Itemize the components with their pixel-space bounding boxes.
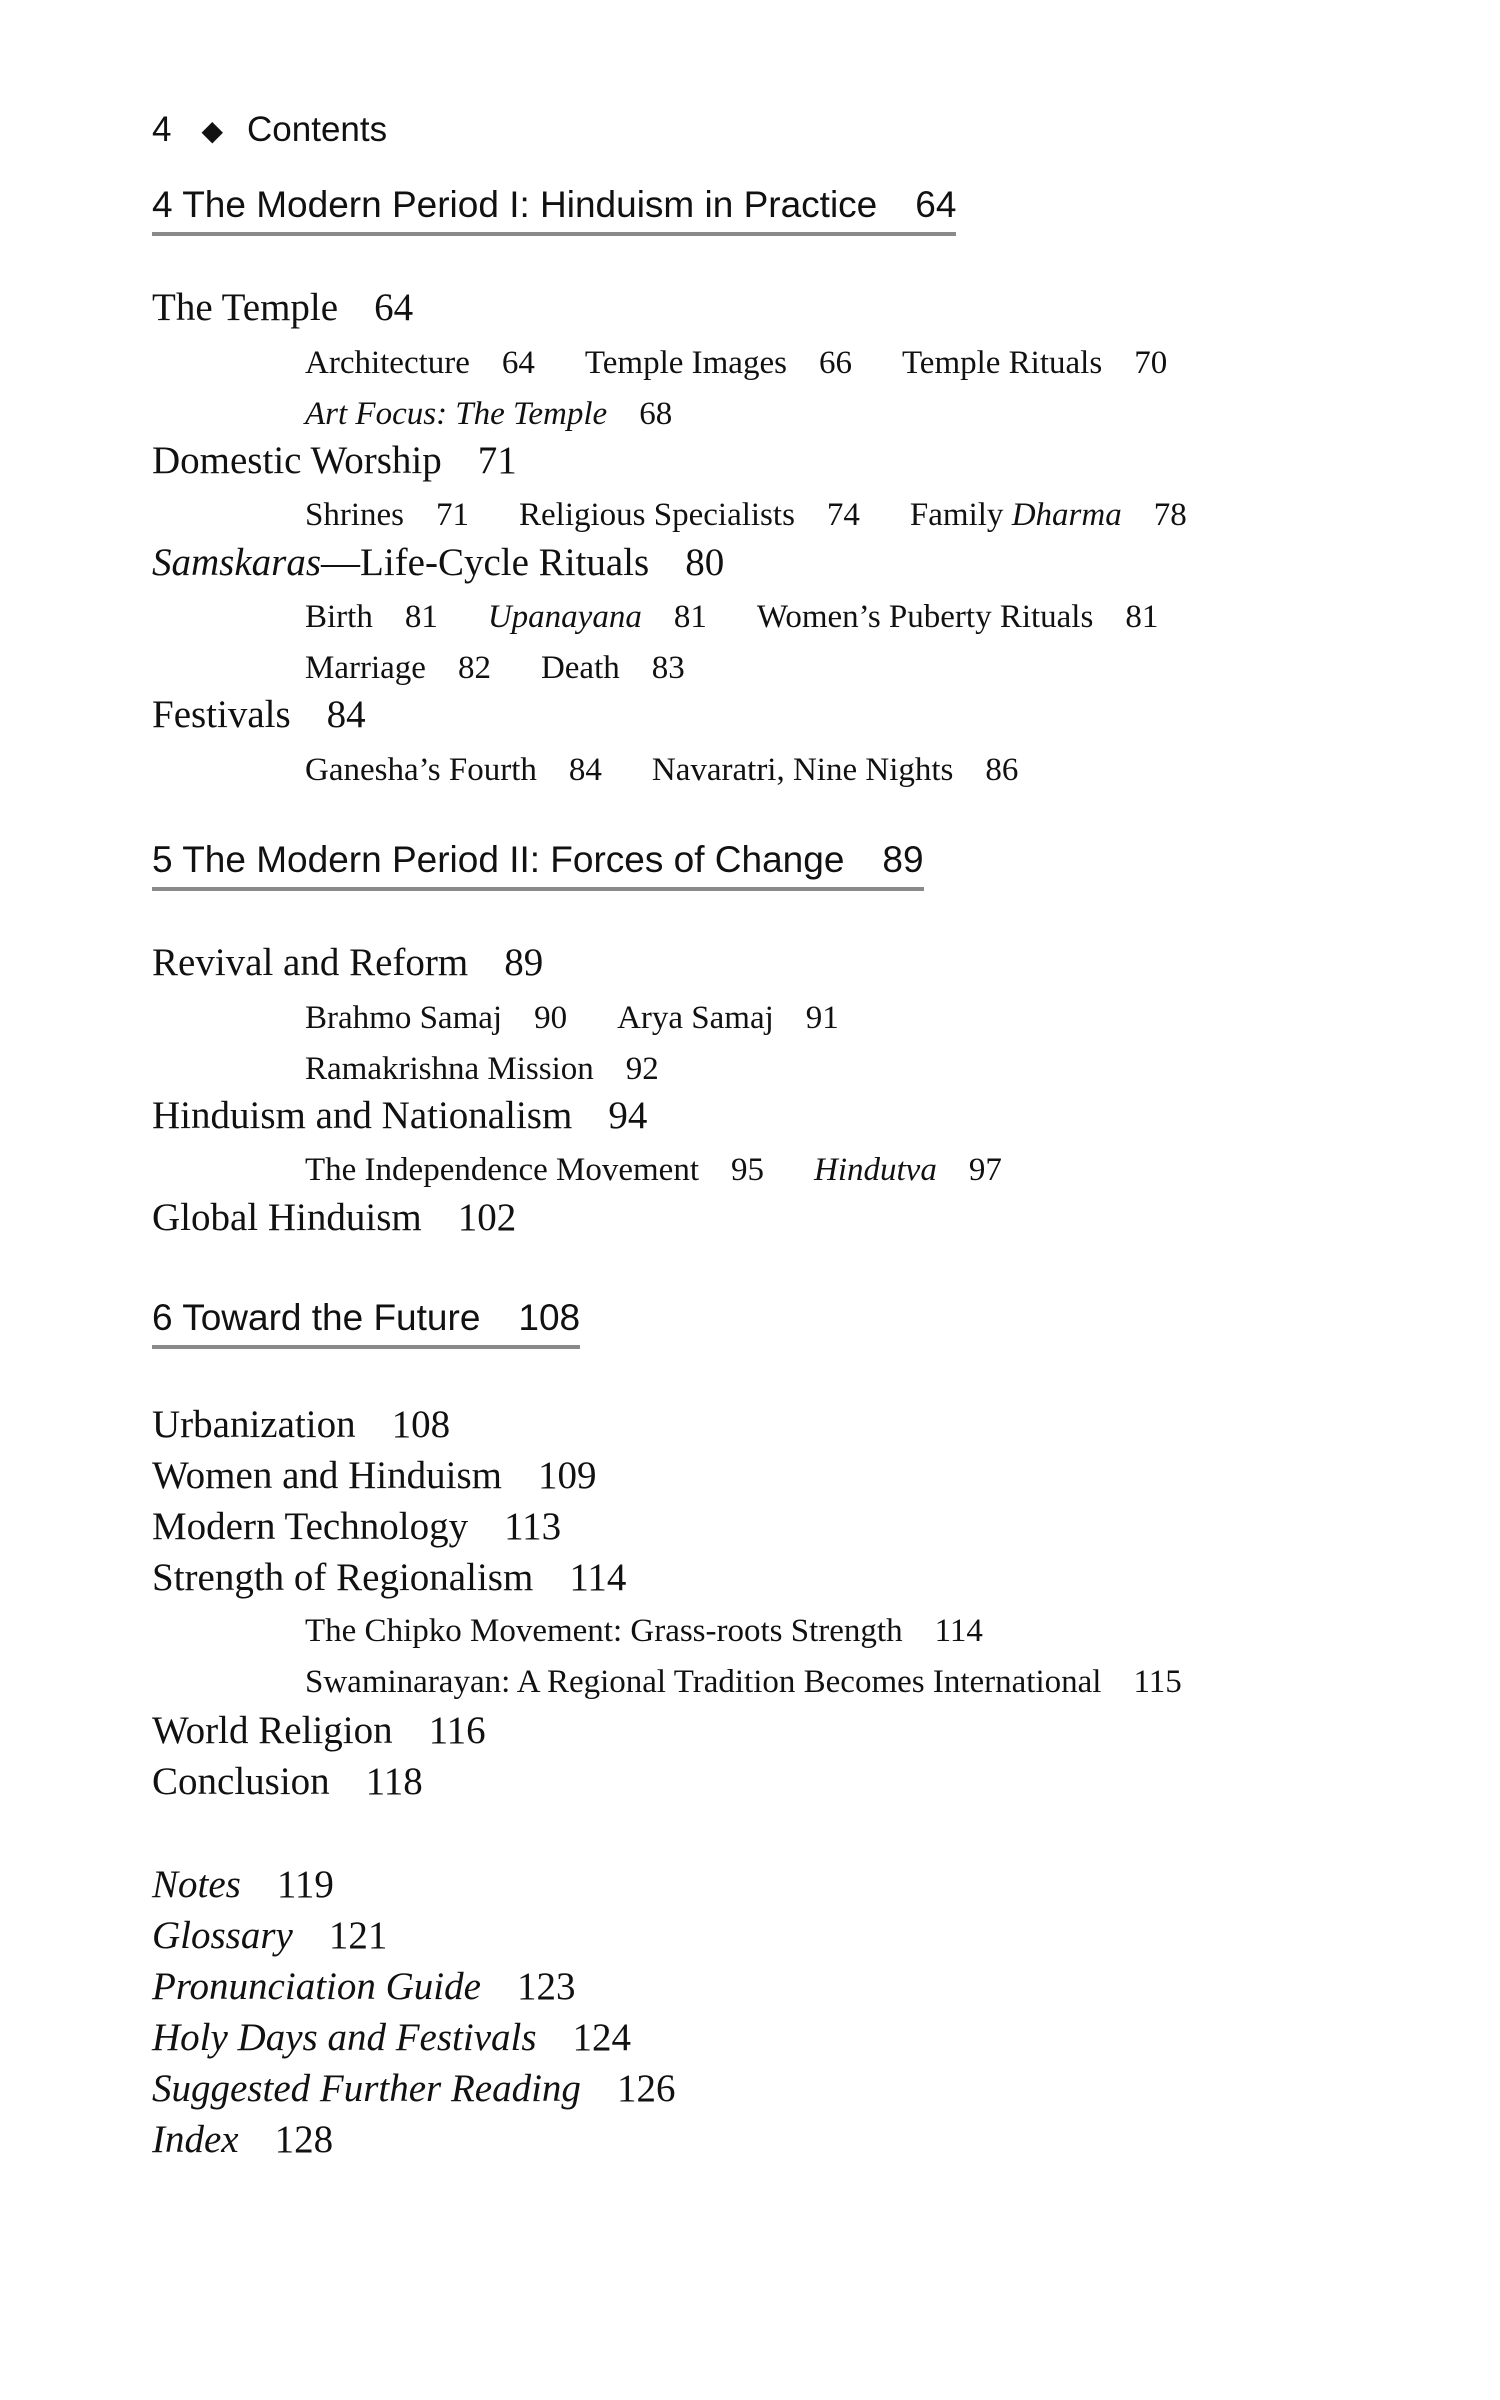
back-matter-entry[interactable]: Pronunciation Guide 123 — [152, 1965, 576, 2008]
toc-section[interactable]: Festivals 84 — [152, 693, 366, 736]
toc-subsection-row — [305, 1044, 659, 1094]
toc-subsection-row — [305, 1145, 1002, 1195]
toc-subsection[interactable]: The Chipko Movement: Grass-roots Strength 114 — [305, 1613, 983, 1649]
toc-subsection[interactable]: Birth 81 — [305, 599, 438, 635]
toc-subsection[interactable]: Family Dharma 78 — [909, 497, 1187, 533]
toc-subsection[interactable]: Art Focus: The Temple 68 — [305, 396, 673, 432]
toc-subsection[interactable]: Ramakrishna Mission 92 — [305, 1051, 659, 1087]
toc-section[interactable]: Revival and Reform 89 — [152, 941, 544, 984]
toc-subsection-row — [305, 1657, 1182, 1707]
chapter-page: 108 — [518, 1297, 581, 1338]
toc-subsection-row — [305, 389, 672, 439]
toc-subsection[interactable]: Shrines 71 — [305, 497, 469, 533]
chapter-title: 5 The Modern Period II: Forces of Change — [152, 839, 845, 880]
toc-section[interactable]: Samskaras—Life-Cycle Rituals 80 — [152, 541, 725, 584]
toc-subsection-row — [305, 592, 1158, 642]
toc-subsection[interactable]: Marriage 82 — [305, 650, 491, 686]
toc-subsection-row — [305, 643, 685, 693]
running-head — [152, 108, 387, 153]
toc-subsection[interactable]: Death 83 — [540, 650, 685, 686]
toc-subsection[interactable]: Upanayana 81 — [487, 599, 707, 635]
chapter-page: 89 — [882, 839, 924, 880]
toc-subsection[interactable]: Swaminarayan: A Regional Tradition Becomes International 115 — [305, 1664, 1182, 1700]
chapter-heading-5[interactable] — [152, 835, 924, 891]
page-number: 4 — [152, 110, 172, 149]
toc-subsection-row — [305, 490, 1187, 540]
toc-subsection-row — [305, 338, 1167, 388]
chapter-title: 6 Toward the Future — [152, 1297, 481, 1338]
back-matter-entry[interactable]: Glossary 121 — [152, 1914, 388, 1957]
chapter-heading-6[interactable] — [152, 1293, 580, 1349]
toc-subsection[interactable]: Temple Images 66 — [584, 345, 852, 381]
toc-section[interactable]: Women and Hinduism 109 — [152, 1454, 597, 1497]
toc-subsection-row — [305, 745, 1018, 795]
toc-subsection[interactable]: Brahmo Samaj 90 — [305, 1000, 568, 1036]
running-head-title: Contents — [247, 110, 388, 149]
back-matter-entry[interactable]: Notes 119 — [152, 1863, 334, 1906]
chapter-heading-4[interactable] — [152, 180, 956, 236]
toc-section[interactable]: The Temple 64 — [152, 286, 414, 329]
toc-section[interactable]: Hinduism and Nationalism 94 — [152, 1094, 648, 1137]
toc-section[interactable]: Strength of Regionalism 114 — [152, 1556, 627, 1599]
toc-subsection[interactable]: Hindutva 97 — [814, 1152, 1002, 1188]
toc-subsection[interactable]: The Independence Movement 95 — [305, 1152, 765, 1188]
toc-subsection[interactable]: Temple Rituals 70 — [901, 345, 1168, 381]
toc-section[interactable]: Urbanization 108 — [152, 1403, 451, 1446]
toc-section[interactable]: Global Hinduism 102 — [152, 1196, 517, 1239]
toc-subsection[interactable]: Arya Samaj 91 — [617, 1000, 839, 1036]
toc-subsection[interactable]: Architecture 64 — [305, 345, 535, 381]
back-matter-entry[interactable]: Suggested Further Reading 126 — [152, 2067, 676, 2110]
toc-subsection-row — [305, 1606, 983, 1656]
toc-section[interactable]: Conclusion 118 — [152, 1760, 423, 1803]
toc-subsection[interactable]: Religious Specialists 74 — [519, 497, 860, 533]
back-matter-entry[interactable]: Holy Days and Festivals 124 — [152, 2016, 632, 2059]
diamond-icon: ◆ — [201, 115, 224, 146]
chapter-page: 64 — [915, 184, 957, 225]
toc-section[interactable]: Modern Technology 113 — [152, 1505, 562, 1548]
toc-subsection-row — [305, 993, 839, 1043]
chapter-title: 4 The Modern Period I: Hinduism in Practice — [152, 184, 878, 225]
toc-subsection[interactable]: Navaratri, Nine Nights 86 — [651, 752, 1019, 788]
toc-subsection[interactable]: Women’s Puberty Rituals 81 — [756, 599, 1159, 635]
back-matter-entry[interactable]: Index 128 — [152, 2118, 334, 2161]
toc-subsection[interactable]: Ganesha’s Fourth 84 — [305, 752, 602, 788]
toc-section[interactable]: World Religion 116 — [152, 1709, 486, 1752]
toc-section[interactable]: Domestic Worship 71 — [152, 439, 517, 482]
